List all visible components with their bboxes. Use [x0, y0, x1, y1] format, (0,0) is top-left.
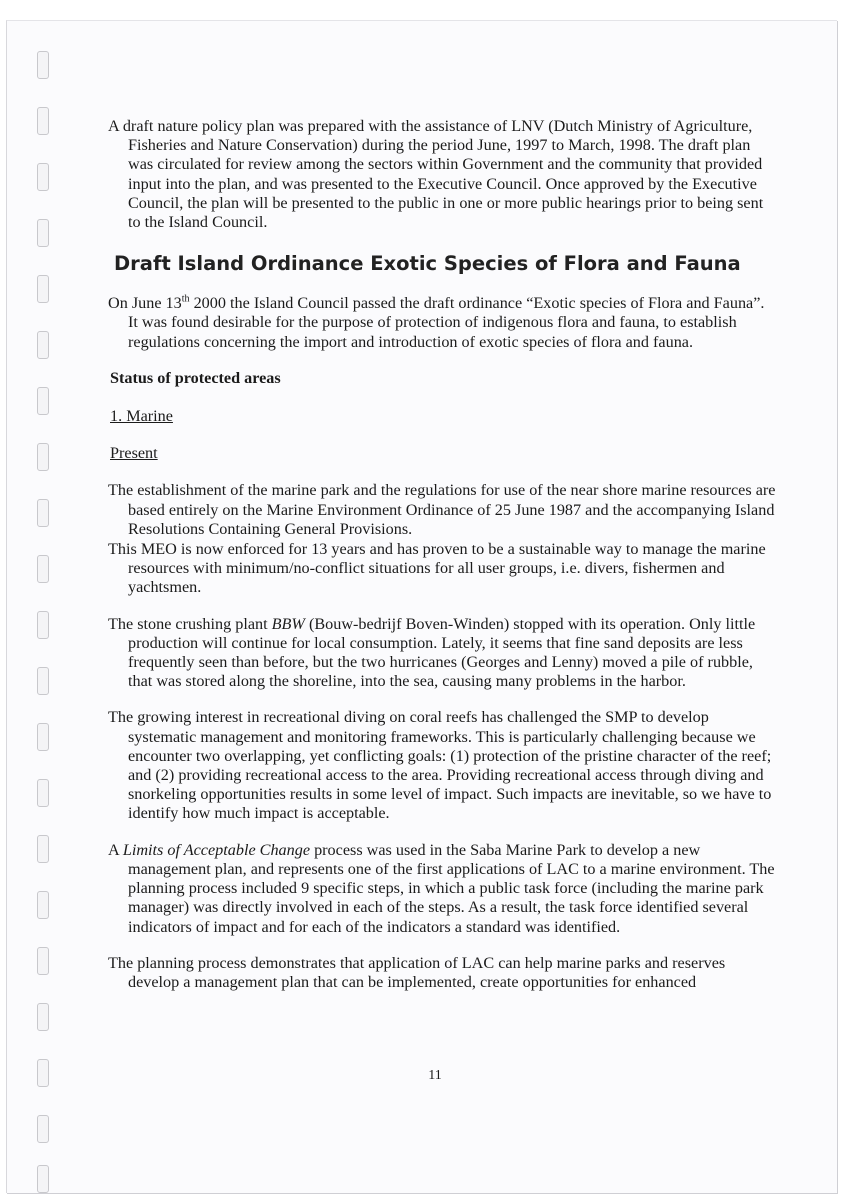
- section-heading-exotic-species: Draft Island Ordinance Exotic Species of Flora and Fauna: [114, 252, 741, 276]
- page-number: 11: [428, 1068, 442, 1083]
- paragraph-meo-enforcement: This MEO is now enforced for 13 years and has proven to be a sustainable way to manage the marine resources with minimum/no-conflict situations for all user groups, i.e. divers, fishermen and yachtsmen.: [108, 540, 766, 597]
- subheading-status-protected-areas: Status of protected areas: [110, 368, 281, 387]
- binding-hole: [37, 443, 49, 471]
- paragraph-nature-policy-plan: A draft nature policy plan was prepared with the assistance of LNV (Dutch Ministry of Agriculture, Fisheries and Nature Conservation) during the period June, 1997 to March, 1998. The draft plan was circulated for review among the sectors within Government and the community that provided input into the plan, and was presented to the Executive Council. Once approved by the Executive Council, the plan will be presented to the public in one or more public hearings prior to being sent to the Island Council.: [108, 117, 764, 232]
- binding-hole: [37, 331, 49, 359]
- text-fragment: On June 13: [108, 294, 182, 313]
- binding-hole: [37, 667, 49, 695]
- subheading-present: Present: [110, 444, 158, 463]
- binding-hole: [37, 555, 49, 583]
- italic-text: Limits of Acceptable Change: [122, 840, 311, 859]
- binding-hole: [37, 1003, 49, 1031]
- binding-hole: [37, 779, 49, 807]
- paragraph-planning-process: The planning process demonstrates that application of LAC can help marine parks and reserves develop a management plan that can be implemented, create opportunities for enhanced: [108, 953, 726, 991]
- text-fragment: A: [108, 840, 123, 859]
- binding-hole: [37, 163, 49, 191]
- superscript: th: [181, 293, 190, 305]
- binding-hole: [37, 275, 49, 303]
- document-body: [108, 117, 778, 992]
- binding-holes: [37, 51, 51, 1201]
- binding-hole: [37, 1115, 49, 1143]
- binding-hole: [37, 219, 49, 247]
- subheading-marine: 1. Marine: [110, 407, 173, 426]
- paragraph-stone-crushing-plant: [108, 615, 778, 692]
- binding-hole: [37, 51, 49, 79]
- text-fragment: (Bouw-bedrijf Boven-Winden) stopped with its operation. Only little production will continue for local consumption. Lately, it seems that fine sand deposits are less frequently seen than before, but the two hurricanes (Georges and Lenny) moved a pile of rubble, that was stored along the shoreline, into the sea, causing many problems in the harbor.: [128, 614, 756, 691]
- binding-hole: [37, 387, 49, 415]
- binding-hole: [37, 1059, 49, 1087]
- binding-hole: [37, 835, 49, 863]
- paragraph-lac-process: [108, 841, 778, 937]
- binding-hole: [37, 723, 49, 751]
- binding-hole: [37, 611, 49, 639]
- binding-hole: [37, 1165, 49, 1193]
- text-fragment: 2000 the Island Council passed the draft ordinance “Exotic species of Flora and Fauna”. It was found desirable for the purpose of protection of indigenous flora and fauna, to establish regulations concerning the import and introduction of exotic species of flora and fauna.: [128, 294, 765, 351]
- paragraph-exotic-species-ordinance: [108, 294, 778, 352]
- text-fragment: The stone crushing plant: [108, 614, 272, 633]
- binding-hole: [37, 107, 49, 135]
- binding-hole: [37, 947, 49, 975]
- binding-hole: [37, 891, 49, 919]
- paragraph-marine-park-establishment: The establishment of the marine park and the regulations for use of the near shore marine resources are based entirely on the Marine Environment Ordinance of 25 June 1987 and the accompanying Island Resolutions Containing General Provisions.: [108, 481, 776, 538]
- italic-text: BBW: [271, 614, 305, 633]
- paragraph-recreational-diving: The growing interest in recreational diving on coral reefs has challenged the SMP to develop systematic management and monitoring frameworks. This is particularly challenging because we encounter two overlapping, yet conflicting goals: (1) protection of the pristine character of the reef; and (2) providing recreational access to the area. Providing recreational access through diving and snorkeling opportunities results in some level of impact. Such impacts are inevitable, so we have to identify how much impact is acceptable.: [108, 708, 772, 823]
- text-fragment: process was used in the Saba Marine Park to develop a new management plan, and represents one of the first applications of LAC to a marine environment. The planning process included 9 specific steps, in which a public task force (including the marine park manager) was directly involved in each of the steps. As a result, the task force identified several indicators of impact and for each of the indicators a standard was identified.: [128, 840, 775, 936]
- binding-hole: [37, 499, 49, 527]
